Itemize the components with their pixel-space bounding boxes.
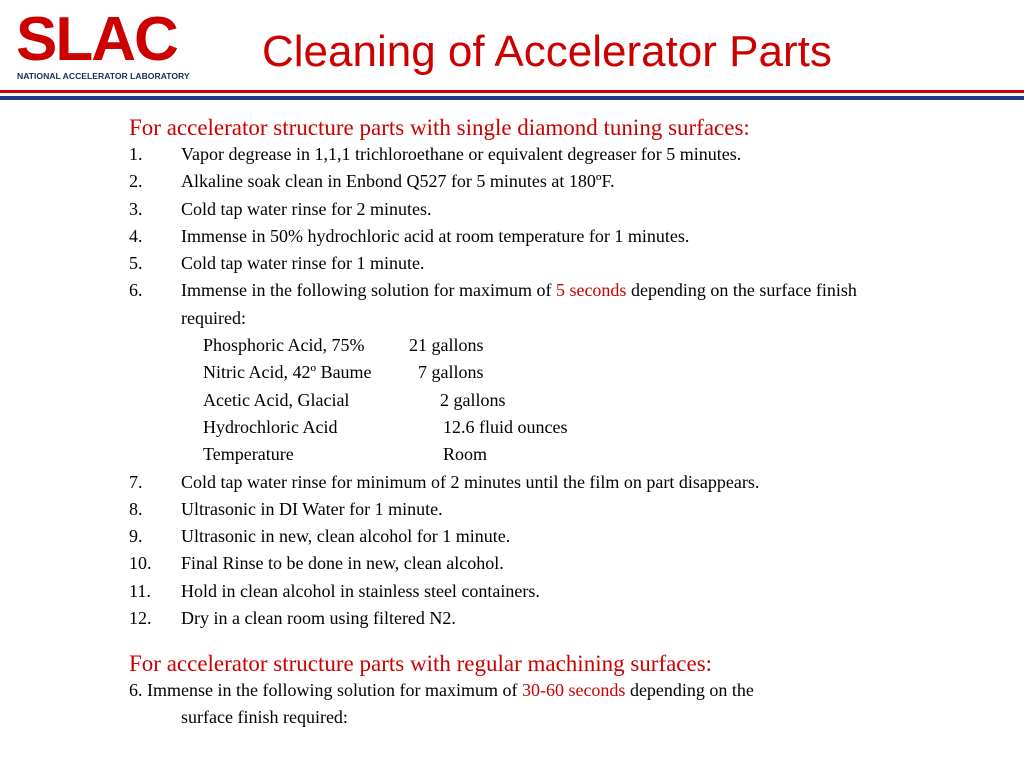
slac-logo-graphic: [14, 8, 224, 84]
step-item: 1. Vapor degrease in 1,1,1 trichloroethane or equivalent degreaser for 5 minutes.: [129, 144, 742, 164]
time-highlight: 5 seconds: [555, 280, 627, 301]
slide-body: [129, 114, 1009, 731]
section-heading-diamond: For accelerator structure parts with single diamond tuning surfaces:: [129, 115, 750, 140]
machining-step: 6. Immense in the following solution for maximum of 30-60 seconds depending on the surface finish required:: [129, 680, 754, 728]
step-item: 12. Dry in a clean room using filtered N2.: [129, 608, 456, 629]
step-item: 2. Alkaline soak clean in Enbond Q527 for 5 minutes at 180ºF.: [129, 171, 615, 192]
logo-wordmark: SLAC: [16, 8, 177, 74]
step-item: 7. Cold tap water rinse for minimum of 2 minutes until the film on part disappears.: [129, 471, 760, 492]
step-item: 11. Hold in clean alcohol in stainless steel containers.: [129, 580, 540, 601]
solution-row: Hydrochloric Acid 12.6 fluid ounces: [203, 416, 568, 437]
header-divider-blue: [0, 96, 1024, 100]
solution-row: Phosphoric Acid, 75% 21 gallons: [203, 335, 484, 356]
step-item: 8. Ultrasonic in DI Water for 1 minute.: [129, 498, 443, 519]
step-item: 4. Immense in 50% hydrochloric acid at room temperature for 1 minutes.: [129, 225, 690, 246]
step-item: 5. Cold tap water rinse for 1 minute.: [129, 253, 425, 274]
solution-row: Nitric Acid, 42º Baume 7 gallons: [203, 362, 484, 383]
solution-row: Acetic Acid, Glacial 2 gallons: [203, 389, 506, 410]
page-title: Cleaning of Accelerator Parts: [262, 27, 832, 76]
step-item: 3. Cold tap water rinse for 2 minutes.: [129, 198, 432, 219]
section-heading-machining: For accelerator structure parts with regular machining surfaces:: [129, 651, 713, 677]
time-highlight: 30-60 seconds: [521, 680, 626, 701]
step-item: 10. Final Rinse to be done in new, clean alcohol.: [129, 553, 504, 574]
header-divider-red: [0, 90, 1024, 93]
section-spacer: [129, 632, 1009, 650]
solution-row: Temperature Room: [203, 444, 488, 465]
step-item: 6. Immense in the following solution for maximum of 5 seconds depending on the surface finish required:: [129, 280, 857, 328]
logo-subtitle: NATIONAL ACCELERATOR LABORATORY: [17, 71, 190, 81]
slac-logo: [14, 8, 224, 84]
step-item: 9. Ultrasonic in new, clean alcohol for 1 minute.: [129, 526, 511, 547]
